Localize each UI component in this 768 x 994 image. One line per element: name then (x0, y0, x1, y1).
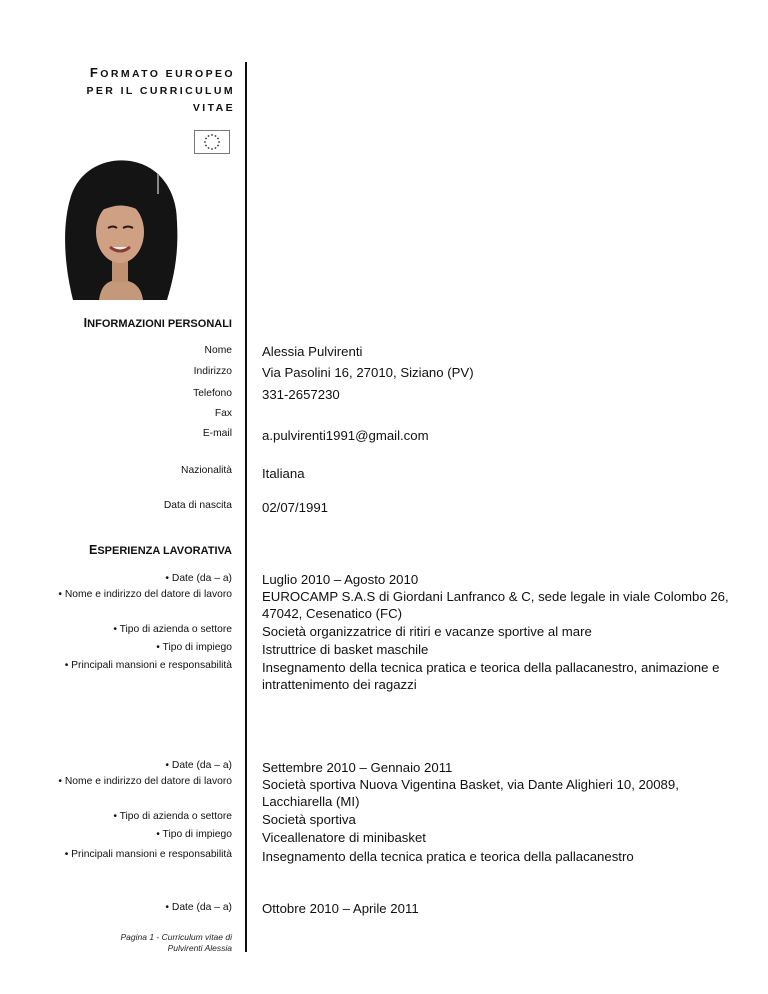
profile-photo (55, 158, 185, 300)
label-indirizzo: Indirizzo (193, 366, 232, 377)
label-sector: • Tipo di azienda o settore (113, 811, 232, 822)
value-indirizzo: Via Pasolini 16, 27010, Siziano (PV) (262, 365, 474, 380)
entry-2-job: Viceallenatore di minibasket (262, 830, 426, 845)
entry-3-date: Ottobre 2010 – Aprile 2011 (262, 901, 419, 916)
entry-1-duties: Insegnamento della tecnica pratica e teorica della pallacanestro, animazione e intrattenimento dei ragazzi (262, 660, 720, 692)
footer-line-2: Pulvirenti Alessia (167, 943, 232, 953)
value-nome: Alessia Pulvirenti (262, 344, 363, 359)
value-data-nascita: 02/07/1991 (262, 500, 329, 515)
value-nazionalita: Italiana (262, 466, 305, 481)
entry-1-sector: Società organizzatrice di ritiri e vacanze sportive al mare (262, 624, 592, 639)
label-employer: • Nome e indirizzo del datore di lavoro (58, 589, 232, 600)
vertical-divider (245, 62, 247, 952)
eu-flag-icon (194, 130, 230, 154)
entry-1-employer: EUROCAMP S.A.S di Giordani Lanfranco & C, sede legale in viale Colombo 26, 47042, Cesenatico (FC) (262, 589, 729, 621)
label-telefono: Telefono (193, 388, 232, 399)
label-sector: • Tipo di azienda o settore (113, 624, 232, 635)
label-employer: • Nome e indirizzo del datore di lavoro (58, 776, 232, 787)
entry-2-employer: Società sportiva Nuova Vigentina Basket, via Dante Alighieri 10, 20089, Lacchiarella (MI) (262, 777, 679, 809)
section-personal-info: INFORMAZIONI PERSONALI (83, 316, 232, 330)
label-duties: • Principali mansioni e responsabilità (64, 849, 232, 860)
cv-title (60, 64, 235, 117)
title-line-2: PER IL CURRICULUM (86, 85, 235, 97)
label-job: • Tipo di impiego (156, 642, 232, 653)
value-email: a.pulvirenti1991@gmail.com (262, 428, 429, 443)
label-nazionalita: Nazionalità (181, 465, 232, 476)
entry-2-sector: Società sportiva (262, 812, 356, 827)
entry-1-job: Istruttrice di basket maschile (262, 642, 429, 657)
label-job: • Tipo di impiego (156, 829, 232, 840)
label-duties: • Principali mansioni e responsabilità (64, 660, 232, 671)
label-email: E-mail (202, 428, 232, 439)
entry-1-date: Luglio 2010 – Agosto 2010 (262, 572, 419, 587)
label-nome: Nome (204, 345, 232, 356)
value-telefono: 331-2657230 (262, 387, 340, 402)
label-date: • Date (da – a) (165, 760, 232, 771)
label-date: • Date (da – a) (165, 902, 232, 913)
label-data-nascita: Data di nascita (163, 500, 232, 511)
page-footer (90, 932, 232, 954)
title-line-3: VITAE (192, 102, 235, 114)
label-date: • Date (da – a) (165, 573, 232, 584)
title-line-1: FORMATO EUROPEO (89, 65, 235, 80)
label-fax: Fax (214, 408, 232, 419)
footer-line-1: Pagina 1 - Curriculum vitae di (120, 932, 232, 942)
section-work-experience: ESPERIENZA LAVORATIVA (89, 543, 232, 557)
entry-2-date: Settembre 2010 – Gennaio 2011 (262, 760, 453, 775)
entry-2-duties: Insegnamento della tecnica pratica e teorica della pallacanestro (262, 849, 634, 864)
